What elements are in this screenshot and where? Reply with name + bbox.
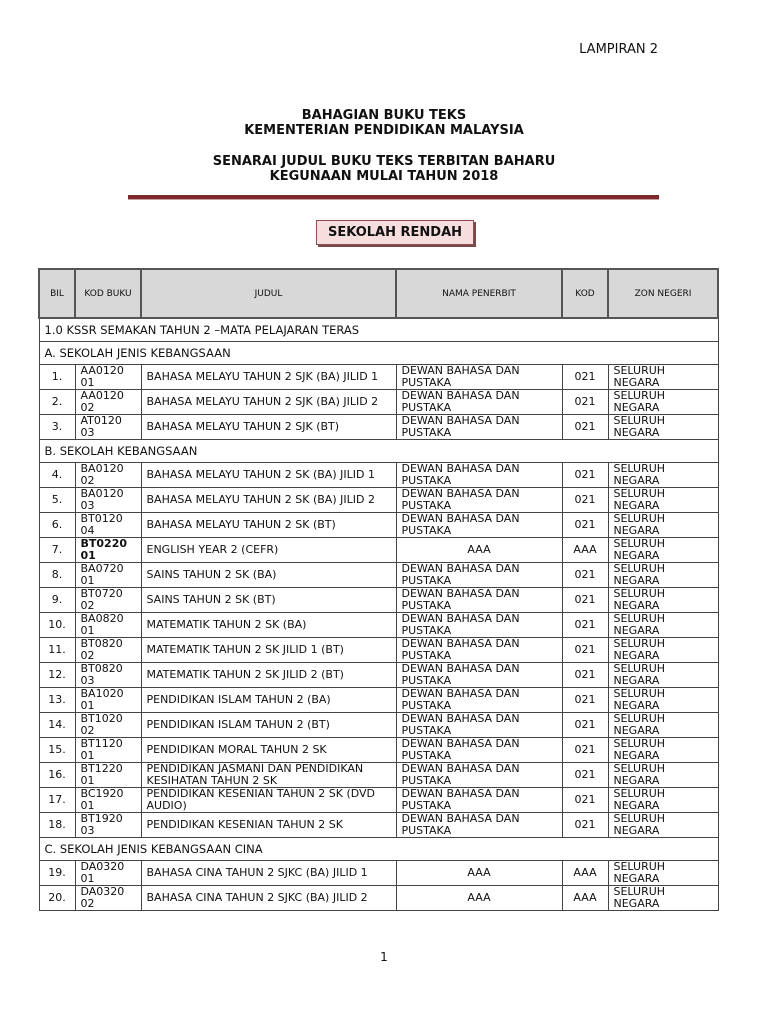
table-row [39, 886, 718, 911]
row-judul: BAHASA MELAYU TAHUN 2 SJK (BA) JILID 1 [141, 365, 396, 390]
section-heading: A. SEKOLAH JENIS KEBANGSAAN [39, 342, 718, 365]
table-row [39, 538, 718, 563]
row-kod: 021 [562, 638, 608, 663]
header-line-4: KEGUNAAN MULAI TAHUN 2018 [269, 169, 499, 184]
col-header-kod: KOD [562, 269, 608, 318]
row-kod: 021 [562, 763, 608, 788]
row-kod: 021 [562, 365, 608, 390]
table-row [39, 488, 718, 513]
table-row [39, 738, 718, 763]
row-kod-buku: AT0120 03 [75, 415, 141, 440]
row-bil: 19. [39, 861, 75, 886]
row-zon: SELURUH NEGARA [608, 813, 718, 838]
section-row [39, 838, 718, 861]
page-number: 1 [380, 950, 388, 964]
table-row [39, 415, 718, 440]
row-penerbit: DEWAN BAHASA DAN PUSTAKA [396, 365, 562, 390]
col-header-zon-negeri: ZON NEGERI [608, 269, 718, 318]
row-kod: AAA [562, 861, 608, 886]
row-kod-buku: BA0120 03 [75, 488, 141, 513]
row-judul: MATEMATIK TAHUN 2 SK (BA) [141, 613, 396, 638]
row-penerbit: DEWAN BAHASA DAN PUSTAKA [396, 788, 562, 813]
row-kod: 021 [562, 688, 608, 713]
table-row [39, 365, 718, 390]
row-kod-buku: BA1020 01 [75, 688, 141, 713]
row-zon: SELURUH NEGARA [608, 638, 718, 663]
row-kod: AAA [562, 538, 608, 563]
row-zon: SELURUH NEGARA [608, 788, 718, 813]
row-judul: BAHASA MELAYU TAHUN 2 SJK (BA) JILID 2 [141, 390, 396, 415]
table-row [39, 463, 718, 488]
row-kod-buku: DA0320 01 [75, 861, 141, 886]
table-row [39, 663, 718, 688]
row-penerbit: AAA [396, 886, 562, 911]
row-kod: 021 [562, 663, 608, 688]
row-kod-buku: BT0820 02 [75, 638, 141, 663]
row-kod: 021 [562, 513, 608, 538]
row-bil: 13. [39, 688, 75, 713]
row-bil: 18. [39, 813, 75, 838]
row-bil: 1. [39, 365, 75, 390]
row-bil: 9. [39, 588, 75, 613]
row-judul: PENDIDIKAN ISLAM TAHUN 2 (BA) [141, 688, 396, 713]
row-penerbit: DEWAN BAHASA DAN PUSTAKA [396, 588, 562, 613]
row-zon: SELURUH NEGARA [608, 738, 718, 763]
row-penerbit: AAA [396, 538, 562, 563]
row-bil: 16. [39, 763, 75, 788]
row-kod-buku: BT1120 01 [75, 738, 141, 763]
col-header-kod-buku: KOD BUKU [75, 269, 141, 318]
row-kod: 021 [562, 390, 608, 415]
header-line-3: SENARAI JUDUL BUKU TEKS TERBITAN BAHARU [212, 154, 556, 169]
row-kod: 021 [562, 813, 608, 838]
row-judul: PENDIDIKAN KESENIAN TAHUN 2 SK (DVD AUDIO) [141, 788, 396, 813]
row-penerbit: DEWAN BAHASA DAN PUSTAKA [396, 613, 562, 638]
row-bil: 7. [39, 538, 75, 563]
row-kod: 021 [562, 488, 608, 513]
header-line-1: BAHAGIAN BUKU TEKS [301, 108, 467, 123]
row-penerbit: DEWAN BAHASA DAN PUSTAKA [396, 688, 562, 713]
row-kod: 021 [562, 415, 608, 440]
row-penerbit: DEWAN BAHASA DAN PUSTAKA [396, 415, 562, 440]
row-bil: 10. [39, 613, 75, 638]
row-judul: BAHASA CINA TAHUN 2 SJKC (BA) JILID 1 [141, 861, 396, 886]
row-penerbit: DEWAN BAHASA DAN PUSTAKA [396, 513, 562, 538]
row-kod-buku: BA0820 01 [75, 613, 141, 638]
row-bil: 12. [39, 663, 75, 688]
row-penerbit: DEWAN BAHASA DAN PUSTAKA [396, 563, 562, 588]
row-kod: 021 [562, 588, 608, 613]
department-header [0, 108, 768, 138]
document-title [0, 154, 768, 184]
table-row [39, 513, 718, 538]
row-kod-buku: DA0320 02 [75, 886, 141, 911]
row-zon: SELURUH NEGARA [608, 886, 718, 911]
table-row [39, 788, 718, 813]
textbook-table [38, 268, 719, 911]
row-judul: BAHASA MELAYU TAHUN 2 SK (BT) [141, 513, 396, 538]
header-line-2: KEMENTERIAN PENDIDIKAN MALAYSIA [244, 123, 524, 138]
row-penerbit: DEWAN BAHASA DAN PUSTAKA [396, 663, 562, 688]
row-kod-buku: BT1220 01 [75, 763, 141, 788]
row-bil: 15. [39, 738, 75, 763]
row-judul: PENDIDIKAN MORAL TAHUN 2 SK [141, 738, 396, 763]
section-heading: 1.0 KSSR SEMAKAN TAHUN 2 –MATA PELAJARAN TERAS [39, 318, 718, 342]
row-bil: 2. [39, 390, 75, 415]
row-kod-buku: BT1920 03 [75, 813, 141, 838]
table-header-row [39, 269, 718, 318]
row-penerbit: DEWAN BAHASA DAN PUSTAKA [396, 488, 562, 513]
row-judul: BAHASA MELAYU TAHUN 2 SK (BA) JILID 1 [141, 463, 396, 488]
row-zon: SELURUH NEGARA [608, 688, 718, 713]
row-judul: BAHASA CINA TAHUN 2 SJKC (BA) JILID 2 [141, 886, 396, 911]
title-divider [128, 195, 659, 200]
row-zon: SELURUH NEGARA [608, 415, 718, 440]
row-kod: 021 [562, 463, 608, 488]
row-penerbit: DEWAN BAHASA DAN PUSTAKA [396, 463, 562, 488]
row-judul: PENDIDIKAN KESENIAN TAHUN 2 SK [141, 813, 396, 838]
row-kod: 021 [562, 613, 608, 638]
row-bil: 3. [39, 415, 75, 440]
row-bil: 5. [39, 488, 75, 513]
row-penerbit: DEWAN BAHASA DAN PUSTAKA [396, 763, 562, 788]
row-kod-buku: BT1020 02 [75, 713, 141, 738]
row-kod: 021 [562, 713, 608, 738]
table-row [39, 688, 718, 713]
row-bil: 8. [39, 563, 75, 588]
table-row [39, 390, 718, 415]
table-row [39, 588, 718, 613]
row-judul: ENGLISH YEAR 2 (CEFR) [141, 538, 396, 563]
row-penerbit: DEWAN BAHASA DAN PUSTAKA [396, 813, 562, 838]
row-penerbit: DEWAN BAHASA DAN PUSTAKA [396, 738, 562, 763]
school-level-badge: SEKOLAH RENDAH [316, 220, 474, 245]
row-kod-buku: BT0720 02 [75, 588, 141, 613]
row-judul: BAHASA MELAYU TAHUN 2 SK (BA) JILID 2 [141, 488, 396, 513]
table-row [39, 638, 718, 663]
row-zon: SELURUH NEGARA [608, 488, 718, 513]
row-kod: AAA [562, 886, 608, 911]
row-kod: 021 [562, 738, 608, 763]
row-zon: SELURUH NEGARA [608, 588, 718, 613]
row-judul: PENDIDIKAN JASMANI DAN PENDIDIKAN KESIHATAN TAHUN 2 SK [141, 763, 396, 788]
table-row [39, 713, 718, 738]
row-judul: SAINS TAHUN 2 SK (BA) [141, 563, 396, 588]
row-kod-buku: BC1920 01 [75, 788, 141, 813]
row-bil: 4. [39, 463, 75, 488]
row-zon: SELURUH NEGARA [608, 663, 718, 688]
row-judul: MATEMATIK TAHUN 2 SK JILID 2 (BT) [141, 663, 396, 688]
col-header-judul: JUDUL [141, 269, 396, 318]
table-row [39, 861, 718, 886]
col-header-nama-penerbit: NAMA PENERBIT [396, 269, 562, 318]
row-kod: 021 [562, 563, 608, 588]
row-penerbit: DEWAN BAHASA DAN PUSTAKA [396, 638, 562, 663]
row-judul: PENDIDIKAN ISLAM TAHUN 2 (BT) [141, 713, 396, 738]
table-row [39, 813, 718, 838]
row-bil: 17. [39, 788, 75, 813]
row-judul: SAINS TAHUN 2 SK (BT) [141, 588, 396, 613]
row-judul: MATEMATIK TAHUN 2 SK JILID 1 (BT) [141, 638, 396, 663]
row-penerbit: DEWAN BAHASA DAN PUSTAKA [396, 390, 562, 415]
row-zon: SELURUH NEGARA [608, 390, 718, 415]
row-bil: 20. [39, 886, 75, 911]
section-heading: B. SEKOLAH KEBANGSAAN [39, 440, 718, 463]
row-kod-buku: BA0720 01 [75, 563, 141, 588]
row-zon: SELURUH NEGARA [608, 763, 718, 788]
row-kod-buku: BT0120 04 [75, 513, 141, 538]
row-zon: SELURUH NEGARA [608, 713, 718, 738]
lampiran-label: LAMPIRAN 2 [579, 42, 658, 57]
section-row [39, 318, 718, 342]
row-bil: 14. [39, 713, 75, 738]
row-zon: SELURUH NEGARA [608, 861, 718, 886]
section-row [39, 342, 718, 365]
row-penerbit: DEWAN BAHASA DAN PUSTAKA [396, 713, 562, 738]
row-zon: SELURUH NEGARA [608, 513, 718, 538]
row-kod-buku: AA0120 02 [75, 390, 141, 415]
row-zon: SELURUH NEGARA [608, 365, 718, 390]
row-bil: 6. [39, 513, 75, 538]
row-judul: BAHASA MELAYU TAHUN 2 SJK (BT) [141, 415, 396, 440]
row-zon: SELURUH NEGARA [608, 463, 718, 488]
table-row [39, 563, 718, 588]
table-body [39, 318, 718, 911]
row-zon: SELURUH NEGARA [608, 563, 718, 588]
row-kod-buku: BT0820 03 [75, 663, 141, 688]
table-row [39, 763, 718, 788]
row-kod: 021 [562, 788, 608, 813]
row-kod-buku: BT0220 01 [75, 538, 141, 563]
col-header-bil: BIL [39, 269, 75, 318]
row-kod-buku: AA0120 01 [75, 365, 141, 390]
row-bil: 11. [39, 638, 75, 663]
row-penerbit: AAA [396, 861, 562, 886]
section-heading: C. SEKOLAH JENIS KEBANGSAAN CINA [39, 838, 718, 861]
row-zon: SELURUH NEGARA [608, 538, 718, 563]
row-zon: SELURUH NEGARA [608, 613, 718, 638]
table-row [39, 613, 718, 638]
row-kod-buku: BA0120 02 [75, 463, 141, 488]
section-row [39, 440, 718, 463]
